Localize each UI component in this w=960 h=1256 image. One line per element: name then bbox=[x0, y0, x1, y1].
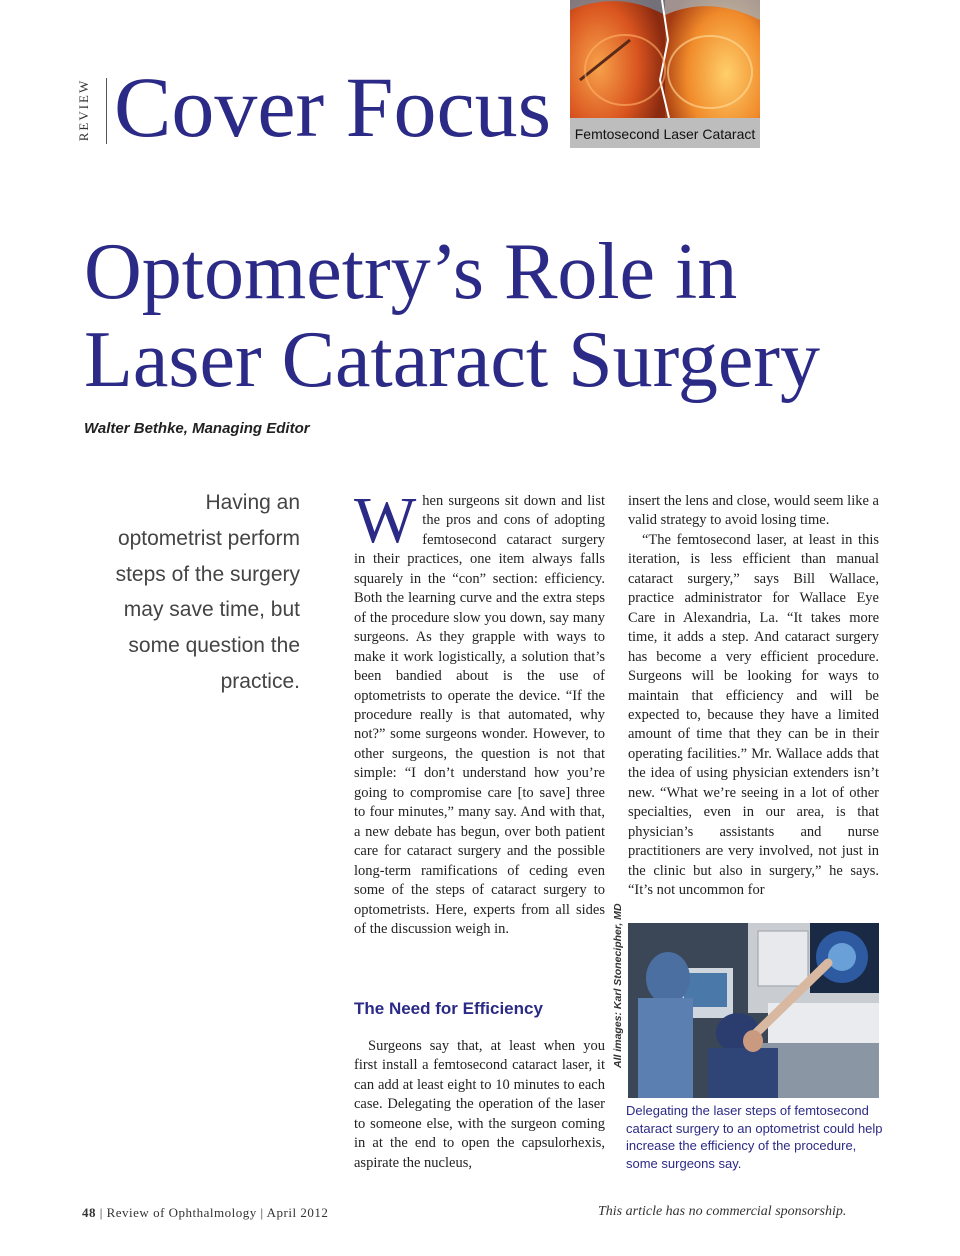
footer-separator: | bbox=[99, 1205, 103, 1220]
publication-name: Review of Ophthalmology bbox=[106, 1205, 257, 1220]
paragraph: “The femtosecond laser, at least in this iteration, is less efficient than manual cataract surgery,” says Bill Wallace, practice administrator for Wallace Eye Care in Alexandria, La. “It takes more time, it adds a step. And cataract surgery has become a very efficient procedure. Surgeons will be looking for ways to maintain that efficiency and will be expected to, because they have a limited amount of time that they can be in their operating facilities.” Mr. Wallace adds that the idea of using physician extenders isn’t new. “What we’re seeing in a lot of other specialties, even in our area, is that physician’s assistants and nurse practitioners are very involved, not just in the clinic but also in surgery,” he says. “It’s not uncommon for bbox=[628, 531, 879, 899]
section-title: Cover Focus bbox=[114, 59, 552, 155]
cover-image-caption: Femtosecond Laser Cataract bbox=[574, 126, 756, 142]
article-title bbox=[84, 228, 924, 404]
header-divider bbox=[106, 78, 107, 144]
title-line-2: Laser Cataract Surgery bbox=[84, 316, 820, 404]
cover-image bbox=[570, 0, 760, 148]
photo-credit-text: All images: Karl Stonecipher, MD bbox=[612, 903, 624, 1068]
footer-separator: | bbox=[260, 1205, 264, 1220]
section-tag-text: REVIEW bbox=[76, 78, 91, 142]
photo-caption: Delegating the laser steps of femtosecond cataract surgery to an optometrist could help increase the efficiency of the procedure, some surgeons say. bbox=[626, 1103, 883, 1171]
page-footer bbox=[82, 1205, 328, 1221]
drop-cap: W bbox=[354, 484, 417, 557]
surgery-photo bbox=[628, 923, 879, 1098]
paragraph-lead: hen surgeons sit down and list the pros and cons of adopting femtosecond cataract surgery in their practices, one item always falls squarely in the “con” section: efficiency. Both the learning curve and the extra steps of the procedure slow you down, say many surgeons. As they grapple with ways to make it work logistically, a solution that’s been bandied about is the use of optometrists to operate the device. “If the procedure really is that automated, why not?” some surgeons wonder. However, to other surgeons, the question is not that simple: “I don’t understand how you’re going to compromise care [to save] three to four minutes,” many say. And with that, a new debate has begun, over both patient care for cataract surgery and the possible long-term ramifications of ceding even some of the steps of cataract surgery to optometrists. Here, experts from all sides of the discussion weigh in. bbox=[354, 493, 605, 937]
byline: Walter Bethke, Managing Editor bbox=[84, 420, 310, 437]
body-column-1 bbox=[354, 484, 605, 939]
page-number: 48 bbox=[82, 1205, 96, 1220]
pull-quote: Having an optometrist perform steps of the surgery may save time, but some question the practice. bbox=[115, 491, 300, 693]
section-tag bbox=[72, 72, 96, 152]
section-subhead: The Need for Efficiency bbox=[354, 999, 543, 1018]
operating-room-image bbox=[628, 923, 879, 1098]
paragraph: insert the lens and close, would seem like a valid strategy to avoid losing time. bbox=[628, 493, 879, 529]
body-column-1-continued bbox=[354, 1037, 605, 1173]
title-line-1: Optometry’s Role in bbox=[84, 228, 738, 316]
issue-date: April 2012 bbox=[266, 1205, 329, 1220]
sponsorship-disclaimer: This article has no commercial sponsorship. bbox=[598, 1204, 847, 1219]
paragraph: Surgeons say that, at least when you first install a femtosecond cataract laser, it can add at least eight to 10 minutes to each case. Delegating the operation of the laser to someone else, with the surgeon coming in at the end to open the capsulorhexis, aspirate the nucleus, bbox=[354, 1038, 605, 1171]
body-column-2 bbox=[628, 492, 879, 901]
